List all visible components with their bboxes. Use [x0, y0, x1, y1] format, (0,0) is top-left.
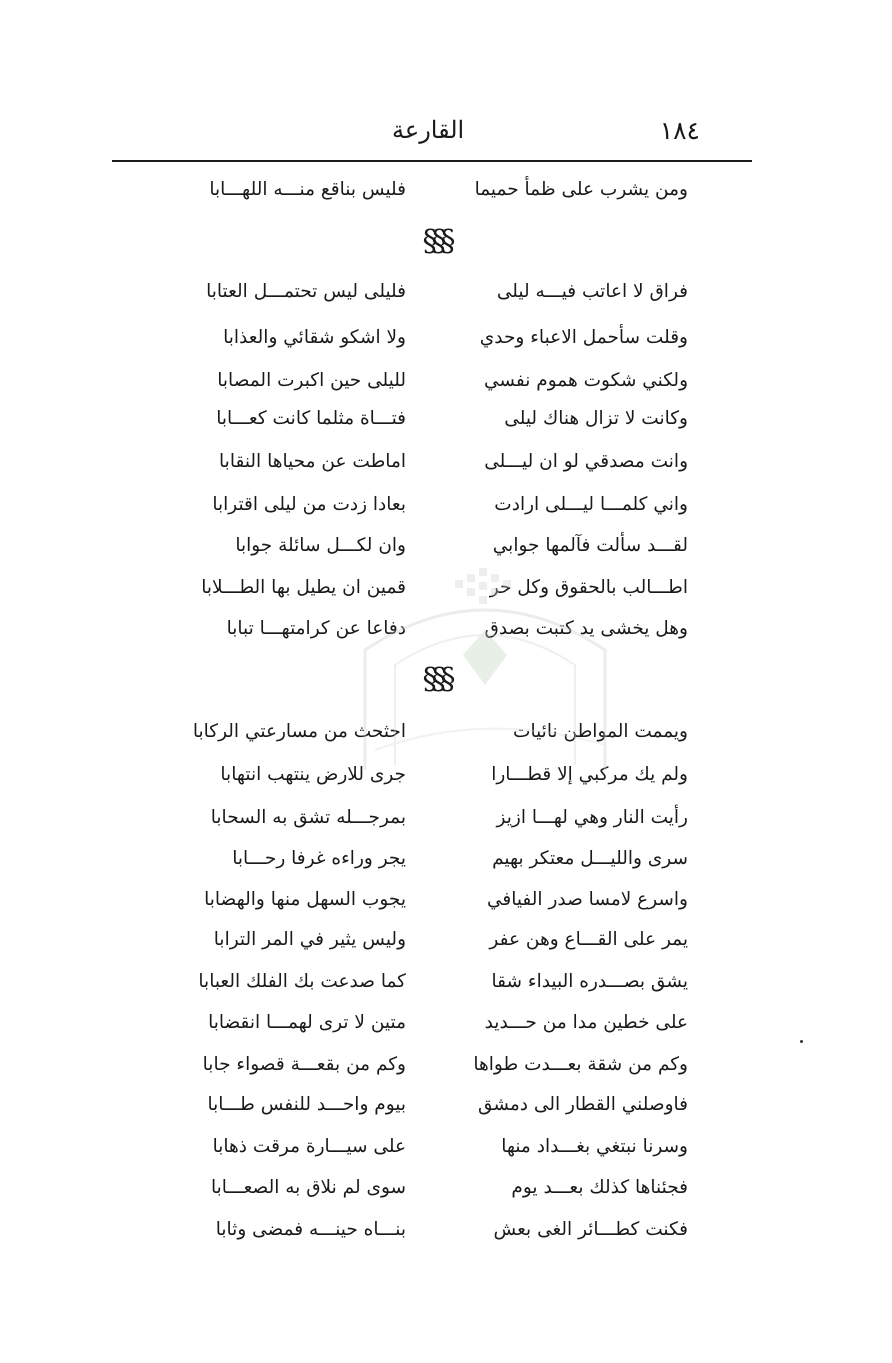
verse-second-hemistich: على سيـــارة مرقت ذهابا: [212, 1136, 406, 1157]
verse-first-hemistich: فراق لا اعاتب فيـــه ليلى: [496, 281, 688, 302]
verse: [0, 168, 892, 212]
verse: [0, 878, 892, 922]
verse-second-hemistich: وان لكـــل سائلة جوابا: [235, 535, 406, 556]
verse-first-hemistich: فجئناها كذلك بعـــد يوم: [511, 1177, 688, 1198]
verse: [0, 1166, 892, 1210]
verse-first-hemistich: وقلت سأحمل الاعباء وحدي: [479, 327, 688, 348]
verse: [0, 837, 892, 881]
verse-second-hemistich: وكم من بقعـــة قصواء جابا: [202, 1054, 406, 1075]
verse: [0, 440, 892, 484]
verse-first-hemistich: وكم من شقة بعـــدت طواها: [473, 1054, 688, 1075]
verse: [0, 483, 892, 527]
verse-second-hemistich: بنـــاه حينـــه فمضى وثابا: [215, 1219, 406, 1240]
verse-first-hemistich: وانت مصدقي لو ان ليـــلى: [484, 451, 688, 472]
verse-second-hemistich: قمين ان يطيل بها الطـــلابا: [201, 577, 406, 598]
verse-first-hemistich: يمر على القـــاع وهن عفر: [489, 929, 688, 950]
verse-second-hemistich: جرى للارض ينتهب انتهابا: [220, 764, 406, 785]
verse: [0, 1125, 892, 1169]
verse: [0, 960, 892, 1004]
section-divider: §§§: [422, 662, 450, 697]
verse-first-hemistich: وكانت لا تزال هناك ليلى: [504, 408, 688, 429]
verse: [0, 397, 892, 441]
verse-second-hemistich: دفاعا عن كرامتهـــا تبابا: [226, 618, 406, 639]
library-watermark-emblem: [335, 560, 635, 780]
verse: [0, 1208, 892, 1252]
section-divider: §§§: [422, 224, 450, 259]
verse-first-hemistich: ويممت المواطن نائيات: [513, 721, 688, 742]
verse-second-hemistich: متين لا ترى لهمـــا انقضابا: [208, 1012, 406, 1033]
verse-second-hemistich: وليس يثير في المر الترابا: [213, 929, 406, 950]
verse: [0, 1043, 892, 1087]
verse: [0, 316, 892, 360]
verse-first-hemistich: سرى والليـــل معتكر بهيم: [492, 848, 688, 869]
verse-first-hemistich: فكنت كطـــائر الغى بعش: [493, 1219, 688, 1240]
verse-second-hemistich: يجر وراءه غرفا رحـــابا: [232, 848, 406, 869]
running-title: القارعة: [392, 116, 465, 144]
verse-first-hemistich: رأيت النار وهي لهـــا ازيز: [496, 807, 688, 828]
verse-first-hemistich: يشق بصـــدره البيداء شقا: [491, 971, 688, 992]
verse-first-hemistich: ولكني شكوت هموم نفسي: [483, 370, 688, 391]
stray-ink-dot: [800, 1040, 803, 1043]
verse-second-hemistich: فليلى ليس تحتمـــل العتابا: [206, 281, 406, 302]
verse-first-hemistich: لقـــد سألت فآلمها جوابي: [492, 535, 688, 556]
verse: [0, 270, 892, 314]
verse-second-hemistich: احثحث من مسارعتي الركابا: [192, 721, 406, 742]
verse-second-hemistich: فليس بناقع منـــه اللهـــابا: [209, 179, 406, 200]
verse-first-hemistich: وسرنا نبتغي بغـــداد منها: [501, 1136, 688, 1157]
verse-second-hemistich: يجوب السهل منها والهضابا: [204, 889, 406, 910]
page-number: ١٨٤: [659, 116, 700, 145]
verse-first-hemistich: وهل يخشى يد كتبت بصدق: [484, 618, 688, 639]
verse-second-hemistich: اماطت عن محياها النقابا: [219, 451, 406, 472]
verse: [0, 918, 892, 962]
verse-second-hemistich: ولا اشكو شقائي والعذابا: [223, 327, 406, 348]
verse-first-hemistich: ومن يشرب على ظمأ حميما: [474, 179, 688, 200]
verse-second-hemistich: كما صدعت بك الفلك العبابا: [198, 971, 406, 992]
verse-first-hemistich: اطـــالب بالحقوق وكل حر: [489, 577, 688, 598]
verse-second-hemistich: سوى لم نلاق به الصعـــابا: [210, 1177, 406, 1198]
verse-first-hemistich: واني كلمـــا ليـــلى ارادت: [494, 494, 688, 515]
verse-second-hemistich: بيوم واحـــد للنفس طـــابا: [207, 1094, 406, 1115]
verse-second-hemistich: بعادا زدت من ليلى اقترابا: [212, 494, 406, 515]
verse: [0, 796, 892, 840]
verse-first-hemistich: واسرع لامسا صدر الفيافي: [486, 889, 688, 910]
verse-second-hemistich: لليلى حين اكبرت المصابا: [217, 370, 406, 391]
verse-second-hemistich: بمرجـــله تشق به السحابا: [210, 807, 406, 828]
verse: [0, 1083, 892, 1127]
page-header: [110, 112, 752, 152]
verse-first-hemistich: على خطين مدا من حـــديد: [484, 1012, 688, 1033]
verse-first-hemistich: ولم يك مركبي إلا قطـــارا: [491, 764, 688, 785]
verse: [0, 1001, 892, 1045]
verse-second-hemistich: فتـــاة مثلما كانت كعـــابا: [216, 408, 406, 429]
header-rule: [112, 160, 752, 162]
verse-first-hemistich: فاوصلني القطار الى دمشق: [477, 1094, 688, 1115]
